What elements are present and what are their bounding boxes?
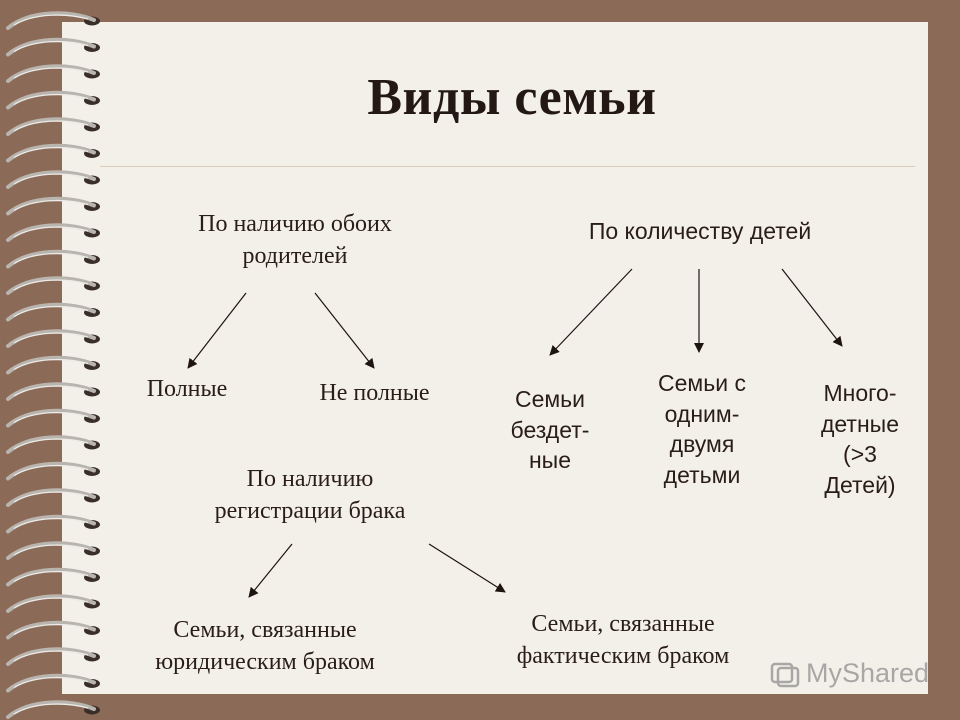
node-one-two-line-2: одним-	[664, 400, 740, 427]
arrow-registration-to-de-facto	[429, 544, 505, 592]
node-large-line-3: (>3	[843, 441, 877, 468]
watermark-text: MyShared	[806, 658, 930, 688]
node-incomplete: Не полные	[319, 380, 430, 406]
slide-title: Виды семьи	[367, 69, 657, 126]
arrow-registration-to-legal	[249, 544, 292, 597]
category-registration-line-1: По наличию	[246, 466, 374, 492]
node-full: Полные	[146, 376, 228, 402]
node-large-line-4: Детей)	[824, 471, 896, 498]
arrow-parents-to-incomplete	[315, 293, 374, 368]
arrow-count-to-childless	[550, 269, 632, 355]
node-de-facto-line-2: фактическим браком	[516, 642, 730, 669]
node-legal-line-2: юридическим браком	[155, 648, 375, 675]
arrow-count-to-large	[782, 269, 842, 346]
node-de-facto-line-1: Семьи, связанные	[531, 611, 715, 637]
node-large-line-2: детные	[820, 410, 899, 437]
category-parents-line-2: родителей	[242, 242, 348, 269]
node-childless-line-2: бездет-	[510, 416, 590, 443]
node-childless-line-1: Семьи	[514, 386, 586, 412]
watermark	[768, 654, 938, 694]
node-large-line-1: Много-	[823, 380, 897, 406]
node-childless-line-3: ные	[528, 447, 572, 474]
category-registration-line-2: регистрации брака	[214, 497, 406, 524]
node-legal-line-1: Семьи, связанные	[173, 617, 357, 643]
category-children-count: По количеству детей	[588, 218, 812, 244]
arrow-parents-to-full	[188, 293, 246, 368]
node-one-two-line-4: детьми	[663, 461, 741, 488]
node-one-two-line-3: двумя	[669, 431, 735, 458]
node-one-two-line-1: Семьи с	[658, 370, 746, 396]
watermark-logo-icon	[770, 660, 800, 688]
category-parents-line-1: По наличию обоих	[198, 211, 392, 237]
